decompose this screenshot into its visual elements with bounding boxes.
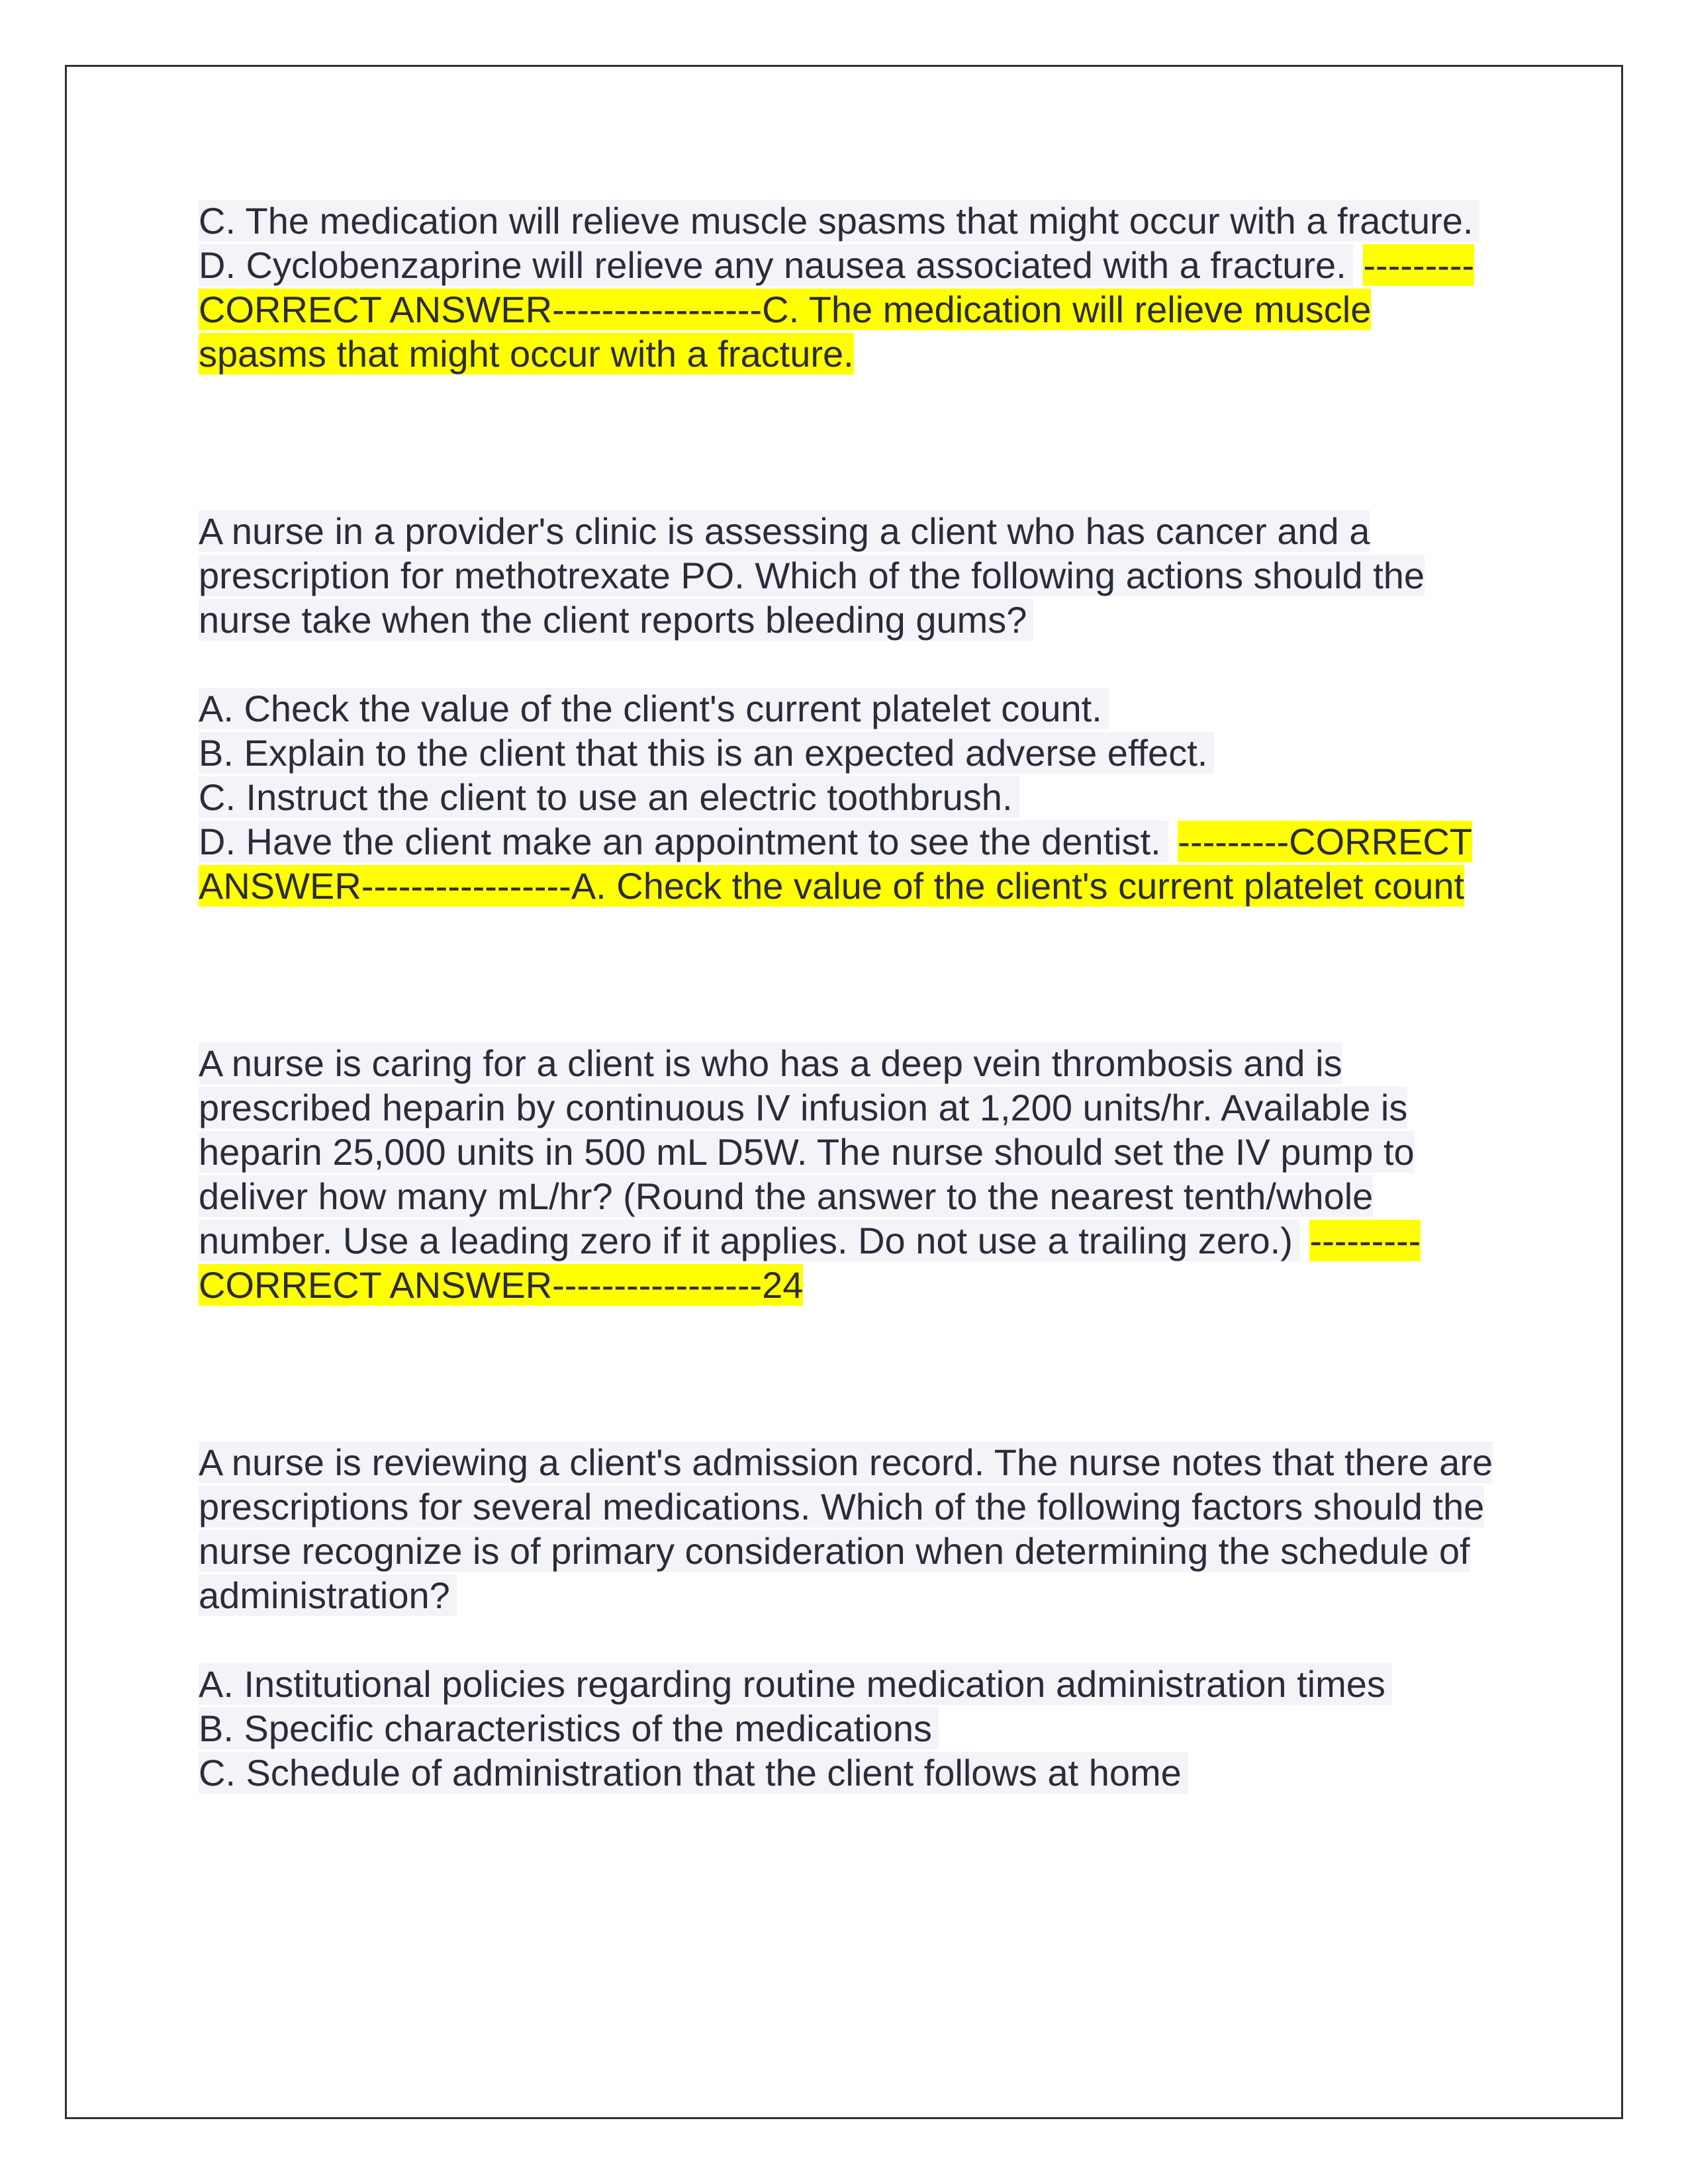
- option-a: A. Check the value of the client's current platelet count.: [199, 686, 1496, 731]
- question-methotrexate: A nurse in a provider's clinic is assessing a client who has cancer and a prescription for methotrexate PO. Which of the following actions should the nurse take when the client reports bleeding gums?: [199, 510, 1425, 641]
- option-b: B. Explain to the client that this is an expected adverse effect.: [199, 731, 1496, 775]
- option-c-fracture: C. The medication will relieve muscle spasms that might occur with a fracture.: [199, 199, 1496, 243]
- option-b: B. Specific characteristics of the medications: [199, 1706, 1496, 1751]
- option-d-with-answer: D. Have the client make an appointment to see the dentist. ---------CORRECT ANSWER-----------------A. Check the value of the client's current platelet count: [199, 821, 1473, 907]
- question-admission-record: A nurse is reviewing a client's admission record. The nurse notes that there are prescriptions for several medications. Which of the following factors should the nurse recognize is of primary consideration when determining the schedule of administration?: [199, 1441, 1493, 1616]
- option-c: C. Instruct the client to use an electric toothbrush.: [199, 775, 1496, 819]
- correct-answer: ---------CORRECT ANSWER-----------------C. The medication will relieve muscle spasms that might occur with a fracture.: [199, 244, 1475, 375]
- correct-answer: ---------CORRECT ANSWER-----------------A. Check the value of the client's current platelet count: [199, 821, 1473, 907]
- option-c: C. Schedule of administration that the client follows at home: [199, 1751, 1496, 1795]
- option-a: A. Institutional policies regarding routine medication administration times: [199, 1662, 1496, 1706]
- correct-answer: ---------CORRECT ANSWER-----------------24: [199, 1220, 1421, 1306]
- document-content: [199, 199, 1496, 1795]
- question-heparin-with-answer: A nurse is caring for a client is who has a deep vein thrombosis and is prescribed heparin by continuous IV infusion at 1,200 units/hr. Available is heparin 25,000 units in 500 mL D5W. The nurse should set the IV pump to deliver how many mL/hr? (Round the answer to the nearest tenth/whole number. Use a leading zero if it applies. Do not use a trailing zero.) ---------CORRECT ANSWER-----------------24: [199, 1042, 1421, 1306]
- option-d-with-answer: D. Cyclobenzaprine will relieve any nausea associated with a fracture. ---------CORRECT ANSWER-----------------C. The medication will relieve muscle spasms that might occur with a fracture.: [199, 244, 1475, 375]
